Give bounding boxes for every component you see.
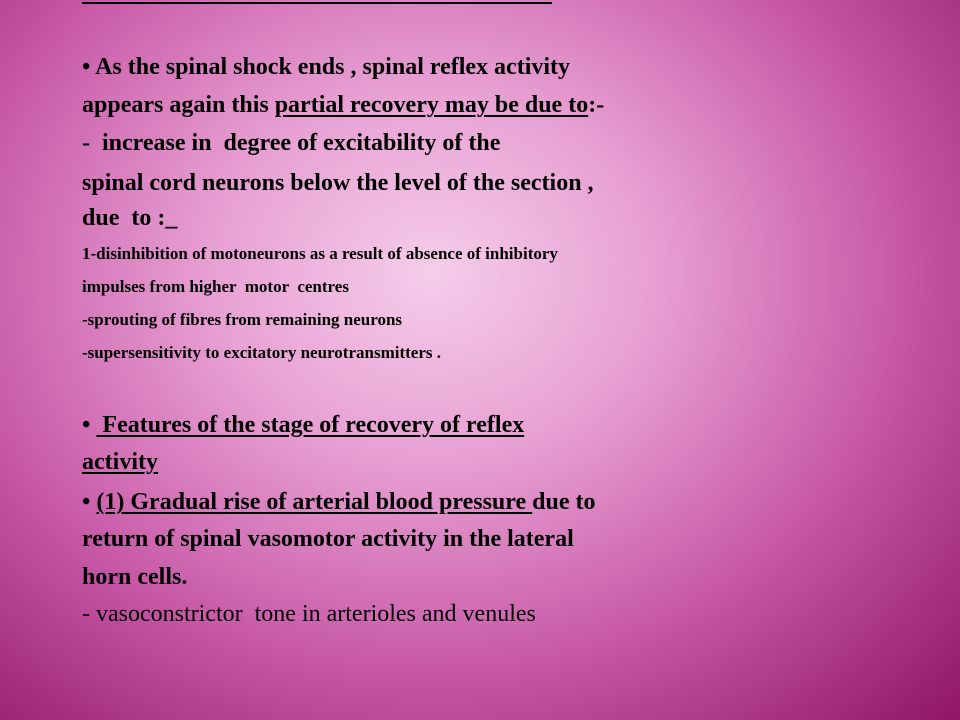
para1-line4: spinal cord neurons below the level of the section , — [82, 170, 594, 196]
feature-1-line3: horn cells. — [82, 564, 188, 590]
feature-1-title: (1) Gradual rise of arterial blood pressure — [96, 489, 533, 515]
para1-line5 — [82, 203, 177, 233]
features-heading-line1 — [82, 410, 524, 440]
feature-1-line1 — [82, 487, 596, 517]
features-bullet: • — [82, 412, 97, 438]
para1-line1: • As the spinal shock ends , spinal reflex activity — [82, 54, 571, 80]
features-heading-text: Features of the stage of recovery of reflex — [96, 412, 525, 438]
partial-recovery-phrase: partial recovery may be due to — [274, 92, 589, 118]
para1-line3: - increase in degree of excitability of the — [82, 130, 501, 156]
features-heading-line2 — [82, 447, 158, 477]
feature-1-line2: return of spinal vasomotor activity in the lateral — [82, 526, 574, 552]
para1-line2 — [82, 90, 604, 120]
cause-2: -sprouting of fibres from remaining neurons — [82, 310, 403, 329]
due-to-underscore: _ — [165, 205, 178, 231]
feature-1-line4: - vasoconstrictor tone in arterioles and venules — [82, 601, 536, 627]
cause-3: -supersensitivity to excitatory neurotransmitters . — [82, 343, 441, 362]
cause-1: 1-disinhibition of motoneurons as a result of absence of inhibitory — [82, 244, 558, 263]
para1-line2-start: appears again this — [82, 92, 275, 118]
features-heading-text-2: activity — [82, 449, 158, 475]
feature-1-bullet: • — [82, 489, 97, 515]
para1-line2-end: :- — [588, 92, 605, 118]
top-underline-remnant — [82, 2, 552, 4]
due-to-label: due to : — [82, 205, 166, 231]
cause-1-cont: impulses from higher motor centres — [82, 277, 349, 296]
feature-1-due-to: due to — [532, 489, 596, 515]
